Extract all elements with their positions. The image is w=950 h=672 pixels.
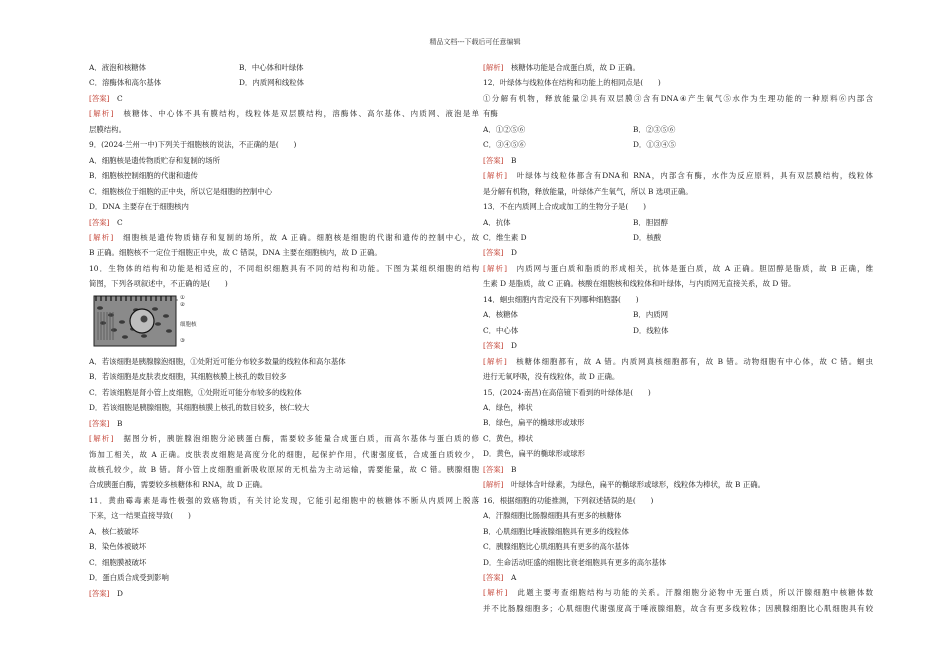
line-text: 叶绿体与线粒体都含有DNA和 RNA，内部含有酶，水作为反应原料，具有双层膜结构，线粒体 [516,171,873,181]
answer-value: C [116,93,123,103]
right-column [483,60,873,616]
text-line [483,199,873,214]
answer-line [89,416,479,431]
line-text: 核糖体功能是合成蛋白质，故 D 正确。 [510,63,640,72]
text-line [483,60,873,75]
text-line [483,385,873,400]
text-line [89,153,479,168]
line-text: B．若该细胞是皮肤表皮细胞，其细胞核膜上核孔的数目较多 [89,372,287,382]
answer-line [483,153,873,168]
answer-value: B [510,464,517,474]
answer-value: C [116,217,123,227]
line-text: 12．叶绿体与线粒体在结构和功能上的相同点是( ) [483,78,661,88]
answer-line [483,338,873,353]
text-line [89,539,479,554]
answer-tag: [答案] [483,155,504,165]
option-a: A．抗体 [483,217,511,227]
text-line [483,91,873,106]
line-text: D．蛋白质合成受到影响 [89,573,169,583]
option-b: D．核酸 [633,232,662,242]
line-text: D．若该细胞是胰腺细胞，其细胞核膜上核孔的数目较多，核仁较大 [89,403,310,413]
option-a: A．核糖体 [483,310,518,320]
text-line [483,477,873,492]
options-row [483,215,873,230]
organelle [166,329,172,333]
line-text: 生素 D 是脂质，故 C 正确。核酸在细胞核和线粒体和叶绿体，与内质网无直接关系，故 D 错。 [483,279,796,289]
answer-line [89,586,479,601]
line-text: 核糖体、中心体不具有膜结构，线粒体是双层膜结构，溶酶体、高尔基体、内质网、液泡是单 [123,109,479,119]
option-b: D．线粒体 [633,325,669,335]
options-row [483,137,873,152]
options-row [483,230,873,245]
text-line [483,292,873,307]
text-line [483,493,873,508]
text-line [89,477,479,492]
line-text: ①分解有机物，释放能量②具有双层膜③含有DNA④产生氧气⑤水作为生理功能的一种原料⑥内部含 [483,93,873,103]
line-text: 是分解有机物，释放能量，叶绿体产生氧气，所以 B 选项正确。 [483,186,693,196]
text-line [483,415,873,430]
organelle [97,306,103,310]
answer-tag: [答案] [89,217,110,227]
line-text: 并不比肠腺细胞多；心肌细胞代谢强度高于唾液腺细胞，故含有更多线粒体；因胰腺细胞比心肌细胞具有较 [483,603,873,613]
line-text: C．细胞膜被破坏 [89,557,147,567]
organelle [119,320,125,324]
answer-line [89,91,479,106]
text-line [89,493,479,508]
text-line [89,137,479,152]
line-text: 此题主要考查细胞结构与功能的关系。汗腺细胞分泌物中无蛋白质，所以汗腺细胞中核糖体数 [517,588,873,598]
option-b: B．胆固醇 [633,217,668,227]
option-a: C．溶酶体和高尔基体 [89,78,162,88]
figure-labels [180,294,220,348]
answer-tag: [答案] [483,248,504,258]
answer-value: D [116,588,123,598]
text-line [483,508,873,523]
analysis-tag: [解析] [483,171,508,181]
option-b: B．内质网 [633,310,668,320]
analysis-tag: [解析] [483,263,507,273]
organelle [111,328,117,332]
cell-diagram [92,294,178,348]
line-text: 饰加工相关，故 A 正确。皮肤表皮细胞是高度分化的细胞，起保护作用，代谢强度低，合成蛋白质较少， [89,449,479,459]
line-text: D．生命活动旺盛的细胞比衰老细胞具有更多的高尔基体 [483,557,667,567]
options-row [89,75,479,90]
text-line [89,261,479,276]
text-line [89,555,479,570]
analysis-tag: [解析] [483,588,508,598]
option-a: C．③④⑤⑥ [483,140,526,150]
text-line [89,369,479,384]
text-line [483,168,873,183]
answer-value: B [116,418,123,428]
line-text: A．核仁被破坏 [89,526,139,536]
analysis-tag: [解析] [89,434,114,444]
line-text: A．细胞核是遗传物质贮存和复制的场所 [89,155,220,165]
option-a: A．液泡和核糖体 [89,63,147,72]
line-text: C．黄色，棒状 [483,433,533,443]
text-line [483,585,873,600]
answer-tag: [答案] [89,588,110,598]
line-text: 叶绿体含叶绿素，为绿色，扁平的椭球形或球形，线粒体为棒状，故 B 正确。 [510,480,765,490]
options-row [483,122,873,137]
answer-line [483,462,873,477]
page-header: 精品文档---下载后可任意编辑 [429,38,521,46]
answer-tag: [答案] [483,572,504,582]
line-text: D．DNA 主要存在于细胞核内 [89,202,189,212]
cell-structure-figure [92,294,479,350]
line-text: 层膜结构。 [89,124,126,134]
organelle [163,314,169,318]
text-line [89,245,479,260]
line-text: B．绿色，扁平的椭球形或球形 [483,418,585,428]
line-text: C．细胞核位于细胞的正中央，所以它是细胞的控制中心 [89,186,273,196]
line-text: A．若该细胞是胰腺腺泡细胞，①处附近可能分布较多数量的线粒体和高尔基体 [89,356,346,366]
text-line [89,400,479,415]
option-b: D．内质网和线粒体 [239,78,305,88]
answer-value: D [510,341,517,351]
text-line [89,508,479,523]
options-row [89,60,479,75]
option-a: C．中心体 [483,325,519,335]
text-line [483,184,873,199]
text-line [483,601,873,616]
line-text: 9．(2024·兰州一中)下列关于细胞核的说法，不正确的是( ) [89,140,297,150]
text-line [89,462,479,477]
text-line [483,555,873,570]
figure-label: ① [180,294,185,301]
text-line [89,524,479,539]
line-text: 合成胰蛋白酶，需要较多核糖体和 RNA，故 D 正确。 [89,480,268,490]
text-line [483,261,873,276]
line-text: B 正确。细胞核不一定位于细胞正中央，故 C 错误，DNA 主要在细胞核内，故 D 正确。 [89,248,382,258]
options-row [483,307,873,322]
line-text: 15．(2024·南昌)在高倍镜下看到的叶绿体是( ) [483,387,651,397]
option-a: C．维生素 D [483,232,527,242]
line-text: 内质网与蛋白质和脂质的形成相关，抗体是蛋白质，故 A 正确。胆固醇是脂质，故 B 正确，维 [516,263,873,273]
text-line [89,570,479,585]
text-line [89,184,479,199]
line-text: 细胞核是遗传物质储存和复制的场所，故 A 正确。细胞核是细胞的代谢和遗传的控制中心，故 [123,232,479,242]
left-column [89,60,479,601]
text-line [483,106,873,121]
organelle [152,307,158,311]
organelle [141,334,147,338]
text-line [89,354,479,369]
analysis-tag: [解析] [89,109,114,119]
figure-label: ② [180,301,185,308]
answer-value: B [510,155,517,165]
text-line [89,106,479,121]
line-text: A．汗腺细胞比肠腺细胞具有更多的核糖体 [483,511,622,521]
line-text: B．染色体被破坏 [89,542,147,552]
text-line [89,447,479,462]
organelle [122,335,128,339]
answer-tag: [答案] [89,93,110,103]
text-line [89,431,479,446]
text-line [483,431,873,446]
options-row [483,323,873,338]
text-line [483,354,873,369]
answer-line [483,570,873,585]
analysis-tag: [解析] [89,232,114,242]
text-line [89,276,479,291]
line-text: D．黄色，扁平的椭球形或球形 [483,449,586,459]
text-line [89,385,479,400]
figure-label: 细胞核 [180,321,197,328]
answer-value: A [510,572,517,582]
answer-line [483,245,873,260]
text-line [89,199,479,214]
line-text: 10．生物体的结构和功能是相适应的，不同组织细胞具有不同的结构和功能。下图为某组织细胞的结构 [89,263,479,273]
text-line [483,276,873,291]
line-text: 16．根据细胞的功能推测，下列叙述错误的是( ) [483,495,654,505]
line-text: 简图，下列各项叙述中，不正确的是( ) [89,279,228,289]
option-b: B．②③⑤⑥ [633,124,676,134]
nucleolus [141,315,148,322]
text-line [89,122,479,137]
line-text: B．心肌细胞比唾液腺细胞具有更多的线粒体 [483,526,629,536]
analysis-tag: [解析] [483,480,504,490]
line-text: 13．不在内质网上合成或加工的生物分子是( ) [483,202,646,212]
answer-tag: [答案] [483,464,504,474]
line-text: C．若该细胞是肾小管上皮细胞，①处附近可能分布较多的线粒体 [89,387,302,397]
text-line [483,539,873,554]
organelle [155,322,161,326]
text-line [483,446,873,461]
answer-tag: [答案] [89,418,110,428]
line-text: 下来，这一结果直接导致( ) [89,511,191,521]
answer-line [89,215,479,230]
option-b: D．①③④⑤ [633,140,676,150]
line-text: 核糖体细胞都有，故 A 错。内质网真核细胞都有，故 B 错。动物细胞有中心体，故 C 错。蛔虫 [516,356,873,366]
line-text: 14．蛔虫细胞内肯定没有下列哪种细胞器( ) [483,294,639,304]
line-text: 进行无氧呼吸，没有线粒体，故 D 正确。 [483,372,620,382]
text-line [483,369,873,384]
line-text: 故核孔较少，故 B 错。肾小管上皮细胞重新吸收原尿的无机盐为主动运输，需要能量，故 C 错。胰腺细胞 [89,464,479,474]
line-text: 有酶 [483,109,498,119]
text-line [483,75,873,90]
option-b: B．中心体和叶绿体 [239,63,304,72]
text-line [89,230,479,245]
answer-tag: [答案] [483,341,504,351]
line-text: A．绿色，棒状 [483,402,533,412]
figure-label: ③ [180,337,185,344]
line-text: C．胰腺细胞比心肌细胞具有更多的高尔基体 [483,542,630,552]
text-line [483,524,873,539]
option-a: A．①②⑤⑥ [483,124,526,134]
line-text: B．细胞核控制细胞的代谢和遗传 [89,171,198,181]
line-text: 据图分析，胰脏腺泡细胞分泌胰蛋白酶，需要较多能量合成蛋白质，而高尔基体与蛋白质的修 [123,434,479,444]
line-text: 11．黄曲霉毒素是毒性极强的致癌物质，有关讨论发现，它能引起细胞中的核糖体不断从内质网上脱落 [89,495,479,505]
analysis-tag: [解析] [483,63,504,72]
answer-value: D [510,248,517,258]
text-line [483,400,873,415]
analysis-tag: [解析] [483,356,507,366]
text-line [89,168,479,183]
